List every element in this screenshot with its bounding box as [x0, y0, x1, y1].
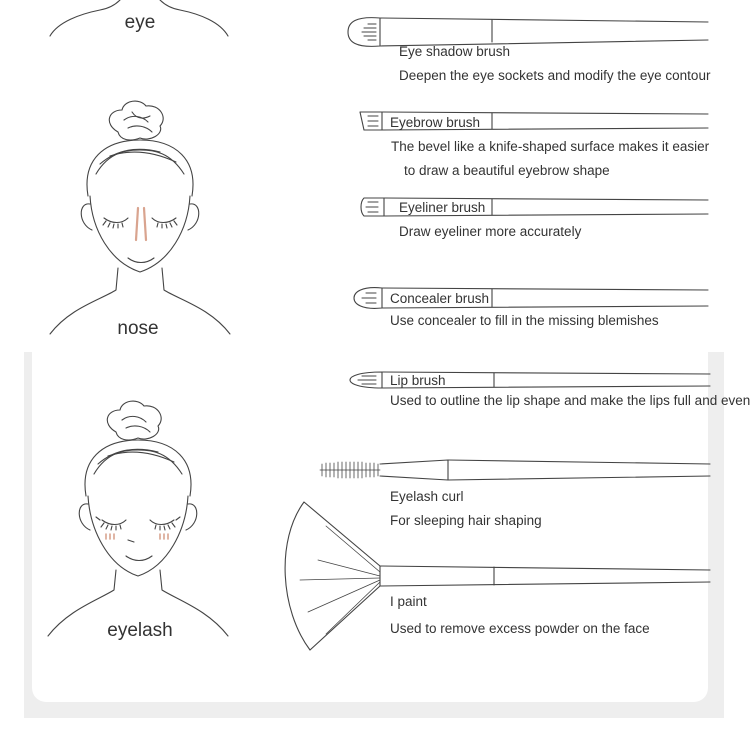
eye-label: eye — [124, 12, 156, 33]
eyelash-curl-drawing — [320, 460, 710, 480]
eyelash-curl-desc: For sleeping hair shaping — [390, 513, 542, 528]
concealer-brush-name: Concealer brush — [390, 291, 490, 306]
eyeliner-brush-name: Eyeliner brush — [399, 200, 486, 215]
eyebrow-brush-desc-line1: The bevel like a knife-shaped surface makes it easier — [391, 139, 710, 154]
nose-label: nose — [117, 318, 159, 339]
lip-brush-desc: Used to outline the lip shape and make the lips full and even — [390, 393, 750, 408]
eyeliner-brush-desc: Draw eyeliner more accurately — [399, 224, 582, 239]
eye-shadow-brush-drawing — [348, 18, 708, 47]
fan-brush-name: I paint — [390, 594, 427, 609]
nose-face-illustration — [50, 101, 230, 334]
eye-shadow-brush-desc: Deepen the eye sockets and modify the eye contour — [399, 68, 711, 83]
eyelash-curl-name: Eyelash curl — [390, 489, 464, 504]
fan-brush-desc: Used to remove excess powder on the face — [390, 621, 650, 636]
lip-brush-name: Lip brush — [390, 373, 446, 388]
eyebrow-brush-desc-line2: to draw a beautiful eyebrow shape — [404, 163, 610, 178]
eyebrow-brush-name: Eyebrow brush — [390, 115, 481, 130]
eyelash-face-illustration — [48, 401, 228, 636]
concealer-brush-desc: Use concealer to fill in the missing blemishes — [390, 313, 659, 328]
eyelash-label: eyelash — [107, 620, 173, 641]
eye-shadow-brush-name: Eye shadow brush — [399, 44, 511, 59]
